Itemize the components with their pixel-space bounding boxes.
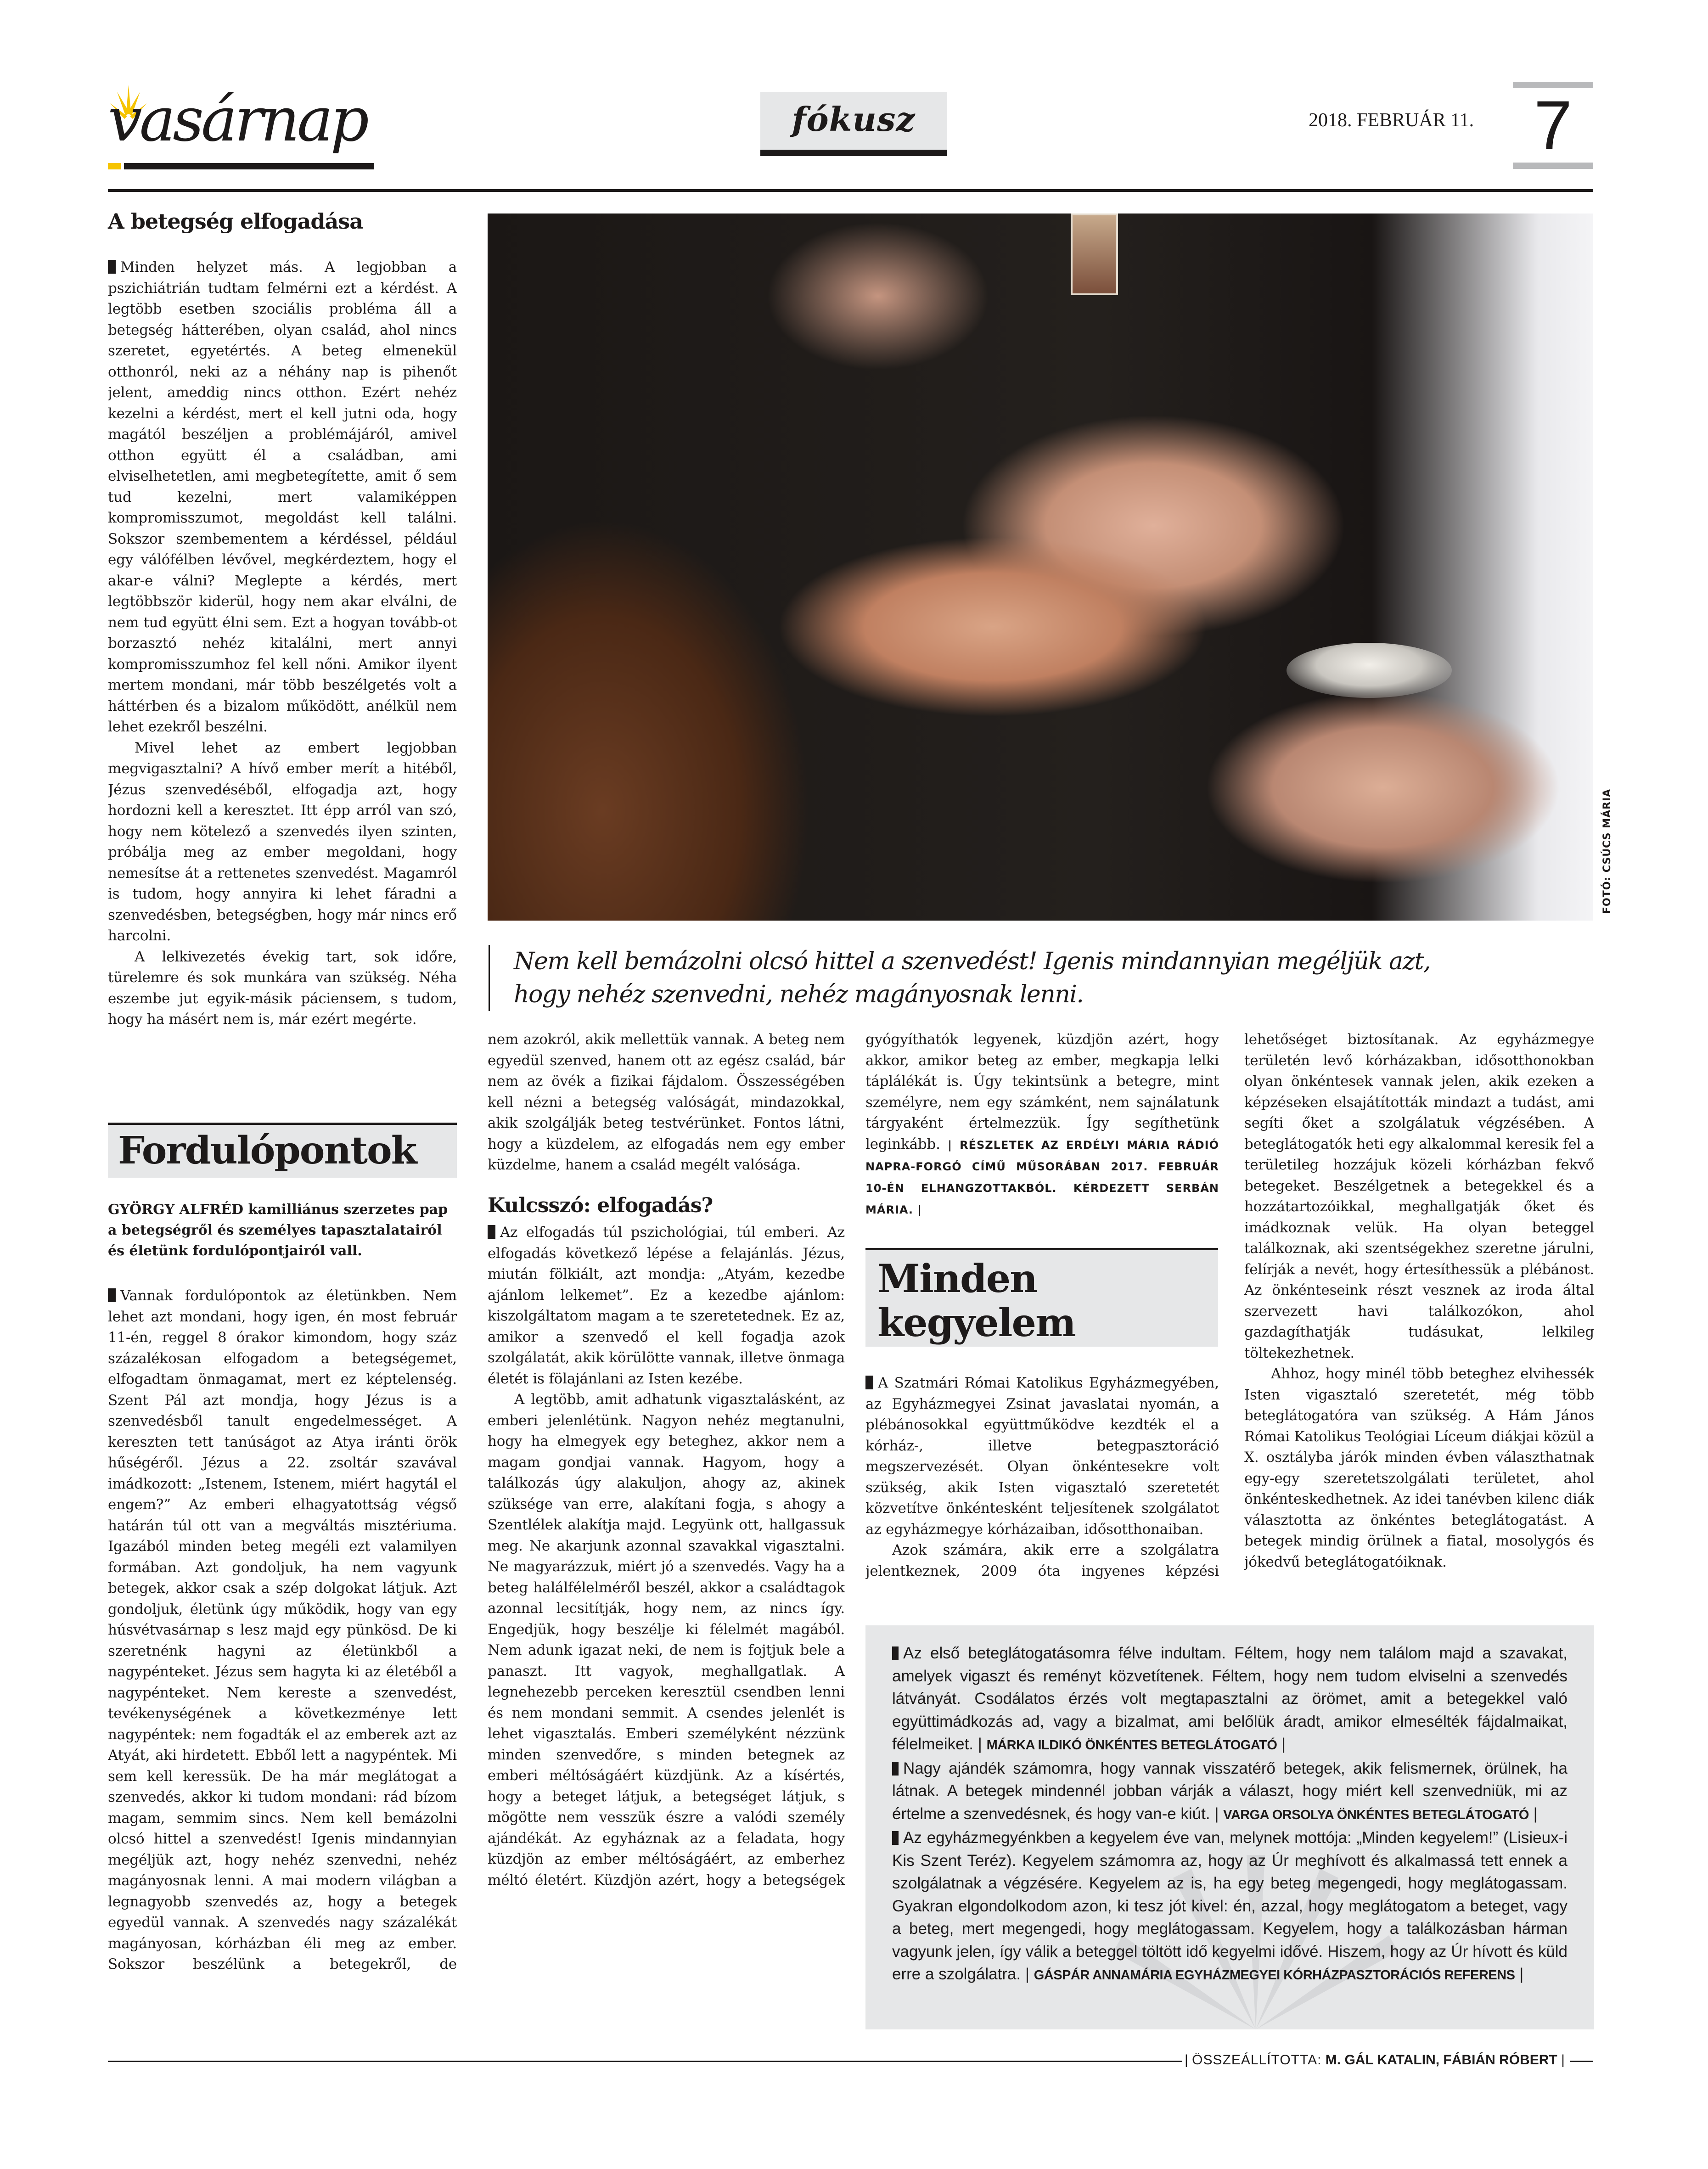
paragraph-marker	[488, 1225, 495, 1239]
article-body-col3b	[865, 1373, 1219, 1612]
quote-author: GÁSPÁR ANNAMÁRIA EGYHÁZMEGYEI KÓRHÁZPASZTORÁCIÓS REFERENS	[1034, 1968, 1515, 1983]
subheading: Kulcsszó: elfogadás?	[488, 1193, 713, 1217]
paragraph: lehetőséget biztosítanak. Az egyházmegye területén levő kórházakban, idősotthonokban olyan önkéntesek vannak jelen, akik ezeken a képzéseken elsajátították mindazt a tudást, ami segíti őket a szolgálatuk végzésében. A beteglátogatók heti egy alkalommal keresik fel a területileg hozzájuk közeli kórházban fekvő betegeket. Beszélgetnek a betegekkel és a hozzátartozóikkal, meghallgatják őket és imádkoznak velük. Ha olyan beteggel találkoznak, aki szentségekhez szeretne járulni, felírják a nevét, hogy értesíthessük a plébánost. Az önkénteseink részt vesznek az iroda által szervezett havi találkozókon, ahol gazdagíthatják tudásukat, lelkileg töltekezhetnek.	[1244, 1031, 1594, 1361]
paragraph: Az elfogadás túl pszichológiai, túl emberi. Az elfogadás következő lépése a felajánlás. Jézus, miután fölkiált, azt mondja: „Atyám, kezedbe ajánlom lelkemet”. Ez a kezedbe ajánlom: kiszolgáltatom magam a te szeretetednek. Ez az, amikor a szenvedő el kell fogadja azok szolgálatát, akik körülötte vannak, illetve önmaga életét is fölajánlani az Isten kezébe.	[488, 1224, 845, 1387]
paragraph: A legtöbb, amit adhatunk vigasztalásként, az emberi jelenlétünk. Nagyon nehéz megtanulni, hogy ha elmegyek egy beteghez, akkor nem a magam gondjai vannak. Hagyom, hogy a találkozás úgy alakuljon, ahogy az, akinek szüksége van erre, alakítani fogja, s ahogy a Szentlélek alakítja majd. Legyünk ott, hallgassuk meg. Ne akarjunk azonnal szavakkal vigasztalni. Ne magyarázzuk, miért jó a szenvedés. Vagy ha a beteg halálfélelméről beszél, akkor a családtagok azonnal lecsitítják, hogy nem, az nincs így. Engedjük, hogy beszélje ki félelmét magából. Nem adunk igazat neki, de nem is fojtjuk bele a panaszt. Itt vagyok, meghallgatlak. A legnehezebb perceken keresztül csendben lenni és nem mondani semmit. A csendes jelenlét is lehet vigasztalás. Emberi személyként nézzünk minden szenvedőre, s minden betegnek az emberi méltóságáért küzdjünk. Az a kísértés, hogy a beteget látjuk, a betegséget látjuk, s mögötte nem vesszük észre a valódi személy ajándékát. Az egyháznak az a feladata, hogy küzdjön az ember méltóságáért, az emberhez méltó életért. Küzdjön azért, hogy a betegségek	[488, 1391, 845, 1888]
author-name: GYÖRGY ALFRÉD	[108, 1202, 244, 1218]
quote-text: Az első beteglátogatásomra félve indultam. Féltem, hogy nem találom majd a szavakat, amelyek vigaszt és reményt közvetítenek. Féltem, hogy nem tudom elviselni a szenvedés látványát. Csodálatos érzés volt megtapasztalni az örömet, amit a betegekkel való együttimádkozás ad, vagy a bizalmat, ami belőlük áradt, amikor elmesélték fájdalmaikat, félelmeiket.	[892, 1644, 1568, 1753]
paragraph-marker	[892, 1646, 899, 1660]
logo-underline-bar	[124, 163, 374, 169]
footer-credit	[1185, 2052, 1565, 2068]
article-title-box	[108, 1123, 457, 1178]
footer-rule	[108, 2061, 1182, 2062]
article-body-col4	[1244, 1029, 1594, 1622]
header-rule	[108, 189, 1593, 192]
paragraph-marker	[865, 1376, 873, 1389]
footer-rule-end	[1570, 2061, 1593, 2062]
article-lead	[108, 1199, 457, 1261]
quotes-list	[865, 1625, 1594, 1987]
page-number-box	[1513, 82, 1593, 169]
masthead-logo	[108, 80, 383, 172]
quote-text: Nagy ajándék számomra, hogy vannak visszatérő betegek, akik felismernek, örülnek, ha látnak. A betegek mindennél jobban várják a választ, hogy miért kell szenvedniük, mi az értelme a szenvedésnek, és hogy van-e kiút.	[892, 1759, 1568, 1823]
paragraph: gyógyíthatók legyenek, küzdjön azért, hogy akkor, amikor beteg az ember, megkapja lelki táplálékát is. Úgy tekintsünk a betegre, mint személyre, nem egy számként, nem sajnálatunk tárgyaként értelmezzük. Így segíthetünk leginkább.	[865, 1031, 1219, 1152]
photo-caption	[489, 945, 1570, 1011]
article-title: Fordulópontok	[118, 1129, 416, 1173]
footer-names: M. GÁL KATALIN, FÁBIÁN RÓBERT	[1325, 2052, 1557, 2068]
quote-author: MÁRKA ILDIKÓ ÖNKÉNTES BETEGLÁTOGATÓ	[986, 1738, 1277, 1753]
paragraph-marker	[892, 1762, 899, 1776]
quotes-box	[865, 1625, 1594, 2029]
paragraph: A lelkivezetés évekig tart, sok időre, türelemre és sok munkára van szükség. Néha eszembe jut egyik-másik páciensem, s tudom, hogy ha másért nem is, már ezért megérte.	[108, 948, 457, 1028]
lead-text: kamilliánus szerzetes pap a betegségről és személyes tapasztalatairól és életünk fordulópontjairól vall.	[108, 1202, 448, 1259]
article-title: A betegség elfogadása	[108, 209, 363, 234]
paragraph: A Szatmári Római Katolikus Egyházmegyében, az Egyházmegyei Zsinat javaslatai nyomán, a plébánosokkal együttműködve kezdték el a kórház-, illetve betegpasztoráció megszervezését. Olyan önkéntesekre volt szükség, akik Isten vigasztaló szeretetét közvetítve önkéntesként teljesítenek szolgálatot az egyházmegye kórházaiban, idősotthonaiban.	[865, 1375, 1219, 1538]
article-title-line: Minden	[877, 1256, 1037, 1301]
paragraph-marker	[892, 1831, 899, 1845]
glass-dish	[1287, 643, 1452, 698]
section-tab[interactable]	[760, 92, 947, 156]
paragraph-marker	[108, 260, 116, 274]
paragraph-marker	[108, 1288, 116, 1302]
source-note: | RÉSZLETEK AZ ERDÉLYI MÁRIA RÁDIÓ NAPRA-FORGÓ CÍMŰ MŰSORÁBAN 2017. FEBRUÁR 10-ÉN ELHANGZOTTAKBÓL. KÉRDEZETT SERBÁN MÁRIA. |	[865, 1138, 1219, 1216]
quote-author: VARGA ORSOLYA ÖNKÉNTES BETEGLÁTOGATÓ	[1223, 1807, 1529, 1822]
paragraph: Ahhoz, hogy minél több beteghez elvihessék Isten vigasztaló szeretetét, még több beteglátogatóra van szükség. A Hám János Római Katolikus Teológiai Líceum diákjai közül a X. osztályba járók minden évben választhatnak egy-egy szeretetszolgálati területet, ahol önkénteskedhetnek. Az idei tanévben kilenc diák választotta az önkéntes beteglátogatást. A betegek mindig örülnek a fiatal, mosolygós és jókedvű beteglátogatóiknak.	[1244, 1365, 1594, 1570]
quote: Az egyházmegyénkben a kegyelem éve van, melynek mottója: „Minden kegyelem!” (Lisieux-i Kis Szent Teréz). Kegyelem számomra az, hogy az Úr meghívott és alkalmassá tett ennek a szolgálatnak a végzésére. Kegyelem az is, ha egy beteg megengedi, hogy meglátogassam. Gyakran elgondolkodom azon, ki tesz jót kivel: én, azzal, hogy meglátogatom a beteget, vagy a beteg, mert megengedi, hogy meglátogassam. Kegyelem, hogy a találkozásban hárman vagyunk jelen, így válik a beteggel töltött idő kegyelmi idővé. Hiszem, hogy az Úr hívott és küld erre a szolgálatra. | GÁSPÁR ANNAMÁRIA EGYHÁZMEGYEI KÓRHÁZPASZTORÁCIÓS REFERENS |	[892, 1829, 1568, 1983]
divider: |	[1557, 2052, 1565, 2068]
quote-text: Az egyházmegyénkben a kegyelem éve van, melynek mottója: „Minden kegyelem!” (Lisieux-i Kis Szent Teréz). Kegyelem számomra az, hogy az Úr meghívott és alkalmassá tett ennek a szolgálatnak a végzésére. Kegyelem az is, ha egy beteg megengedi, hogy meglátogassam. Gyakran elgondolkodom azon, ki tesz jót kivel: én, azzal, hogy meglátogatom a beteget, vagy a beteg, mert megengedi, hogy meglátogassam. Kegyelem, hogy a találkozásban hárman vagyunk jelen, így válik a beteggel töltött idő kegyelmi idővé. Hiszem, hogy az Úr hívott és küld erre a szolgálatra.	[892, 1829, 1568, 1983]
logo-underline	[108, 163, 121, 169]
article-title-box	[865, 1248, 1218, 1347]
section-label: fókusz	[792, 100, 916, 139]
photo-hands-communion	[488, 214, 1593, 921]
icon-card	[1071, 214, 1118, 295]
photo-credit: FOTÓ: CSÚCS MÁRIA	[1601, 788, 1613, 914]
divider: |	[1185, 2052, 1192, 2068]
article-body	[108, 257, 457, 1093]
caption-text: Nem kell bemázolni olcsó hittel a szenvedést! Igenis mindannyian megéljük azt, hogy nehéz szenvedni, nehéz magányosnak lenni.	[514, 948, 1430, 1008]
paragraph: Azok számára, akik erre a szolgálatra jelentkeznek, 2009 óta ingyenes képzési	[865, 1542, 1219, 1579]
page-number: 7	[1534, 86, 1573, 163]
paragraph: Minden helyzet más. A legjobban a pszichiátrián tudtam felmérni ezt a kérdést. A legtöbb esetben szociális probléma áll a betegség hátterében, olyan család, ahol nincs szeretet, egyetértés. A beteg elmenekül otthonról, neki az a néhány nap is pihenőt jelent, ameddig nincs otthon. Ezért nehéz kezelni a kérdést, mert el kell jutni oda, hogy magától beszéljen a problémájáról, amivel otthon együtt él a családban, ami elviselhetetlen, ami megbetegítette, amit ő sem tud kezelni, mert valamiképpen kompromisszumot, megoldást kell találni. Sokszor szembementem a kérdéssel, például egy válófélben lévővel, megkérdeztem, hogy el akar-e válni? Meglepte a kérdés, mert legtöbbször kiderül, hogy nem akar elválni, de nem tud együtt élni sem. Ezt a hogyan tovább-ot borzasztó nehéz kitalálni, mert annyi kompromisszumhoz fel kell nőni. Amikor ilyent mertem mondani, már több beszélgetés volt a háttérben és a bizalom működött, anélkül nem lehet ezekről beszélni.	[108, 259, 457, 735]
paragraph: Mivel lehet az embert legjobban megvigasztalni? A hívő ember merít a hitéből, Jézus szenvedéséből, elfogadja azt, hogy hordozni kell a keresztet. Itt épp arról van szó, hogy nem kötelező a szenvedés ilyen szinten, próbálja meg az ember megoldani, hogy nemesítse át a rettenetes szenvedést. Magamról is tudom, hogy annyira ki lehet fáradni a szenvedésben, betegségben, hogy már nincs erő harcolni.	[108, 739, 457, 944]
logo-text: vasárnap	[108, 84, 367, 155]
quote: Nagy ajándék számomra, hogy vannak visszatérő betegek, akik felismernek, örülnek, ha látnak. A betegek mindennél jobban várják a választ, hogy miért kell szenvedniük, mi az értelme a szenvedésnek, és hogy van-e kiút. | VARGA ORSOLYA ÖNKÉNTES BETEGLÁTOGATÓ |	[892, 1759, 1568, 1823]
article-body-col2	[488, 1029, 845, 2040]
paragraph: nem azokról, akik mellettük vannak. A beteg nem egyedül szenved, hanem ott az egész család, bár nem az övék a fizikai fájdalom. Összességében kell nézni a betegség valóságát, mindazokkal, akik szolgálják beteg testvérünket. Fontos látni, hogy a küzdelem, az elfogadás nem egy ember küzdelme, hanem a család megélt valósága.	[488, 1031, 845, 1173]
paragraph: Vannak fordulópontok az életünkben. Nem lehet azt mondani, hogy igen, én most február 11-én, reggel 8 órakor kimondom, hogy száz százalékosan elfogadom a betegségemet, elfogadtam önmagamat, mert ez képtelenség. Szent Pál azt mondja, hogy Jézus is a szenvedésből tanult engedelmességet. A kereszten tett tanúságot az Atya iránti örök hűségéről. Jézus a 22. zsoltár szavával imádkozott: „Istenem, Istenem, miért hagytál el engem?” Az emberi elhagyatottság végső határán túl ott van a megváltás misztériuma. Igazából minden beteg megéli ezt valamilyen formában. Azt gondoljuk, ha nem vagyunk betegek, akkor csak a szép dolgokat látjuk. Azt gondoljuk, életünk úgy működik, hogy van egy húsvétvasárnap s lesz majd egy pünkösd. De ki szeretnénk hagyni az életünkből a nagypénteket. Jézus sem hagyta ki az életéből a nagypénteket. Nem kereste a szenvedést, tevékenységének a következménye lett nagypéntek: nem fogadták el az emberek azt az Atyát, aki hirdetett. Ebből lett a nagypéntek. Mi sem kell keressük. De ha már meglátogat a szenvedés, akkor ki tudom mondani: rád bízom magam, semmim sincs. Nem kell bemázolni olcsó hittel a szenvedést! Igenis mindannyian megéljük azt, hogy nehéz szenvedni, nehéz magányosnak lenni. A mai modern világban a legnagyobb szenvedés az, hogy a betegek egyedül vannak. A szenvedés nagy százalékát magányosan, kórházban éli meg az ember. Sokszor beszélünk a betegekről, de	[108, 1287, 457, 1972]
article-body-col3	[865, 1029, 1219, 1220]
article-body	[108, 1286, 457, 2039]
quote: Az első beteglátogatásomra félve indultam. Féltem, hogy nem találom majd a szavakat, amelyek vigaszt és reményt közvetítenek. Féltem, hogy nem tudom elviselni a szenvedés látványát. Csodálatos érzés volt megtapasztalni az örömet, amit a betegekkel való együttimádkozás ad, vagy a bizalmat, ami belőlük áradt, amikor elmesélték fájdalmaikat, félelmeiket. | MÁRKA ILDIKÓ ÖNKÉNTES BETEGLÁTOGATÓ |	[892, 1644, 1568, 1753]
issue-date: 2018. FEBRUÁR 11.	[1309, 110, 1474, 131]
footer-label: ÖSSZEÁLLÍTOTTA:	[1192, 2052, 1322, 2068]
article-title-line: kegyelem	[877, 1300, 1075, 1345]
